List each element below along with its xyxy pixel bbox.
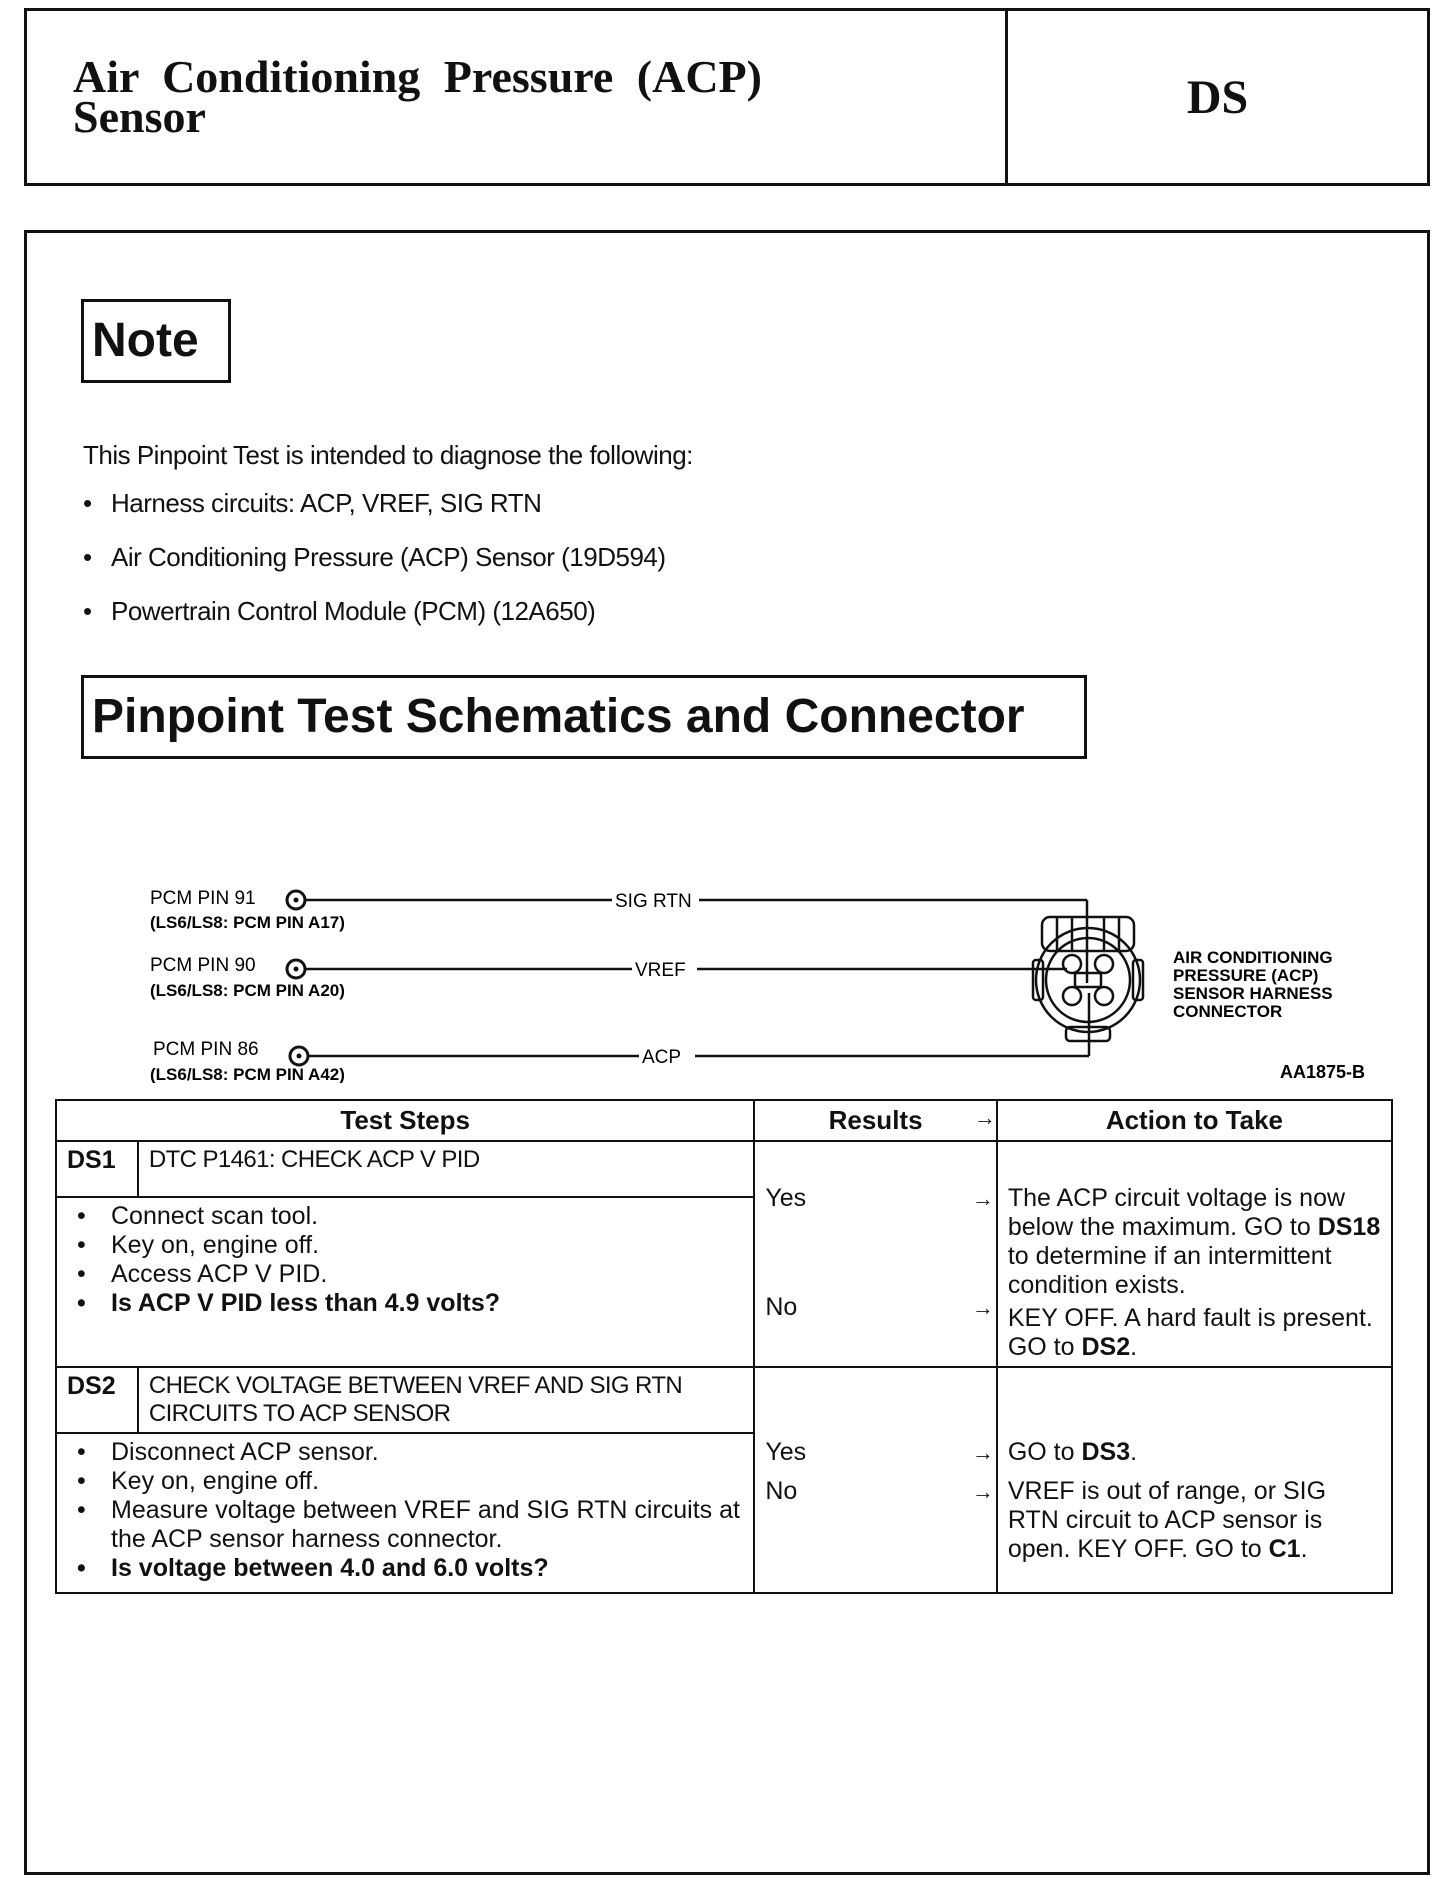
no-action (1008, 1304, 1381, 1362)
step-reference: DS2 (1081, 1333, 1131, 1361)
result-no-label: No (765, 1293, 798, 1321)
action-text: . (1130, 1333, 1138, 1361)
connector-label-line: CONNECTOR (1173, 1002, 1283, 1021)
result-no-label: No (765, 1477, 798, 1505)
note-item: • Air Conditioning Pressure (ACP) Sensor (19D594) (83, 542, 666, 596)
table-row (56, 1141, 1392, 1197)
result-yes (765, 1438, 994, 1467)
yes-action (1008, 1438, 1381, 1467)
pin-alt-label: (LS6/LS8: PCM PIN A42) (150, 1065, 345, 1083)
result-no (765, 1477, 994, 1506)
note-item: • Harness circuits: ACP, VREF, SIG RTN (83, 488, 666, 542)
arrow-icon: → (971, 1295, 994, 1320)
action-text: The ACP circuit voltage is now below the maximum. GO to (1007, 1184, 1346, 1241)
step-instructions (56, 1433, 754, 1593)
step-id: DS2 (56, 1367, 138, 1433)
result-yes-label: Yes (765, 1438, 807, 1466)
action-text: . (1300, 1535, 1308, 1563)
instruction-question: • Is ACP V PID less than 4.9 volts? (111, 1289, 743, 1318)
yes-action (1008, 1184, 1381, 1300)
pin-row-90 (150, 955, 1067, 1000)
header-results (754, 1100, 997, 1141)
wiring-schematic (27, 793, 1427, 1083)
instruction-question: • Is voltage between 4.0 and 6.0 volts? (111, 1554, 743, 1583)
instruction-item: • Access ACP V PID. (111, 1260, 743, 1289)
action-cell (997, 1367, 1392, 1593)
table-header-row (56, 1100, 1392, 1141)
result-yes (765, 1184, 994, 1213)
note-item: • Powertrain Control Module (PCM) (12A650) (83, 596, 666, 650)
results-cell (754, 1367, 997, 1593)
step-instructions (56, 1197, 754, 1367)
page-title-line2: Sensor (73, 91, 206, 142)
step-reference: DS18 (1317, 1213, 1381, 1241)
page-title (73, 51, 973, 142)
circuit-label: SIG RTN (615, 891, 692, 912)
arrow-icon: → (973, 1105, 996, 1130)
instruction-item: • Key on, engine off. (111, 1231, 743, 1260)
connector-label-line: SENSOR HARNESS (1173, 984, 1333, 1003)
page-title-line1: Air Conditioning Pressure (ACP) (73, 51, 762, 102)
step-id: DS1 (56, 1141, 138, 1197)
pin-alt-label: (LS6/LS8: PCM PIN A17) (150, 913, 345, 932)
no-action (1008, 1477, 1381, 1564)
step-reference: C1 (1268, 1535, 1301, 1563)
action-text: to determine if an intermittent condition exists. (1007, 1242, 1332, 1299)
result-yes-label: Yes (765, 1184, 807, 1212)
pin-label: PCM PIN 91 (150, 888, 256, 909)
circuit-label: ACP (642, 1047, 682, 1068)
schematics-heading: Pinpoint Test Schematics and Connector (81, 675, 1087, 759)
connector-label-line: AIR CONDITIONING (1173, 948, 1333, 967)
action-cell (997, 1141, 1392, 1367)
result-no (765, 1293, 994, 1322)
pin-label: PCM PIN 86 (153, 1039, 259, 1060)
table-row (56, 1367, 1392, 1433)
header-test-steps: Test Steps (56, 1100, 754, 1141)
arrow-icon: → (971, 1479, 994, 1504)
connector-label-line: PRESSURE (ACP) (1173, 966, 1319, 985)
instruction-item: • Key on, engine off. (111, 1467, 743, 1496)
note-intro: This Pinpoint Test is intended to diagnose the following: (83, 440, 693, 470)
action-text: VREF is out of range, or SIG RTN circuit to ACP sensor is open. KEY OFF. GO to (1007, 1477, 1327, 1563)
instruction-item: • Connect scan tool. (111, 1202, 743, 1231)
arrow-icon: → (971, 1186, 994, 1211)
pin-row-86 (150, 993, 1089, 1083)
step-title: CHECK VOLTAGE BETWEEN VREF AND SIG RTN CIRCUITS TO ACP SENSOR (138, 1367, 754, 1433)
connector-label (1173, 948, 1333, 1021)
step-reference: DS3 (1081, 1438, 1131, 1466)
arrow-icon: → (971, 1440, 994, 1465)
header-action: Action to Take (997, 1100, 1392, 1141)
header-results-label: Results (828, 1105, 923, 1135)
results-cell (754, 1141, 997, 1367)
pin-label: PCM PIN 90 (150, 955, 256, 976)
action-text: . (1130, 1438, 1138, 1466)
note-list (83, 488, 666, 650)
section-code: DS (1186, 70, 1249, 124)
circuit-label: VREF (635, 960, 686, 981)
step-title: DTC P1461: CHECK ACP V PID (138, 1141, 754, 1197)
content-panel (24, 230, 1430, 1875)
pin-alt-label: (LS6/LS8: PCM PIN A20) (150, 981, 345, 1000)
figure-id: AA1875-B (1279, 1062, 1365, 1082)
instruction-item: • Disconnect ACP sensor. (111, 1438, 743, 1467)
action-text: KEY OFF. A hard fault is present. GO to (1007, 1304, 1373, 1361)
action-text: GO to (1007, 1438, 1075, 1466)
page-header (24, 8, 1430, 186)
instruction-item: • Measure voltage between VREF and SIG RTN circuits at the ACP sensor harness connector. (111, 1496, 743, 1554)
note-heading: Note (81, 299, 231, 383)
test-steps-table (55, 1099, 1393, 1594)
